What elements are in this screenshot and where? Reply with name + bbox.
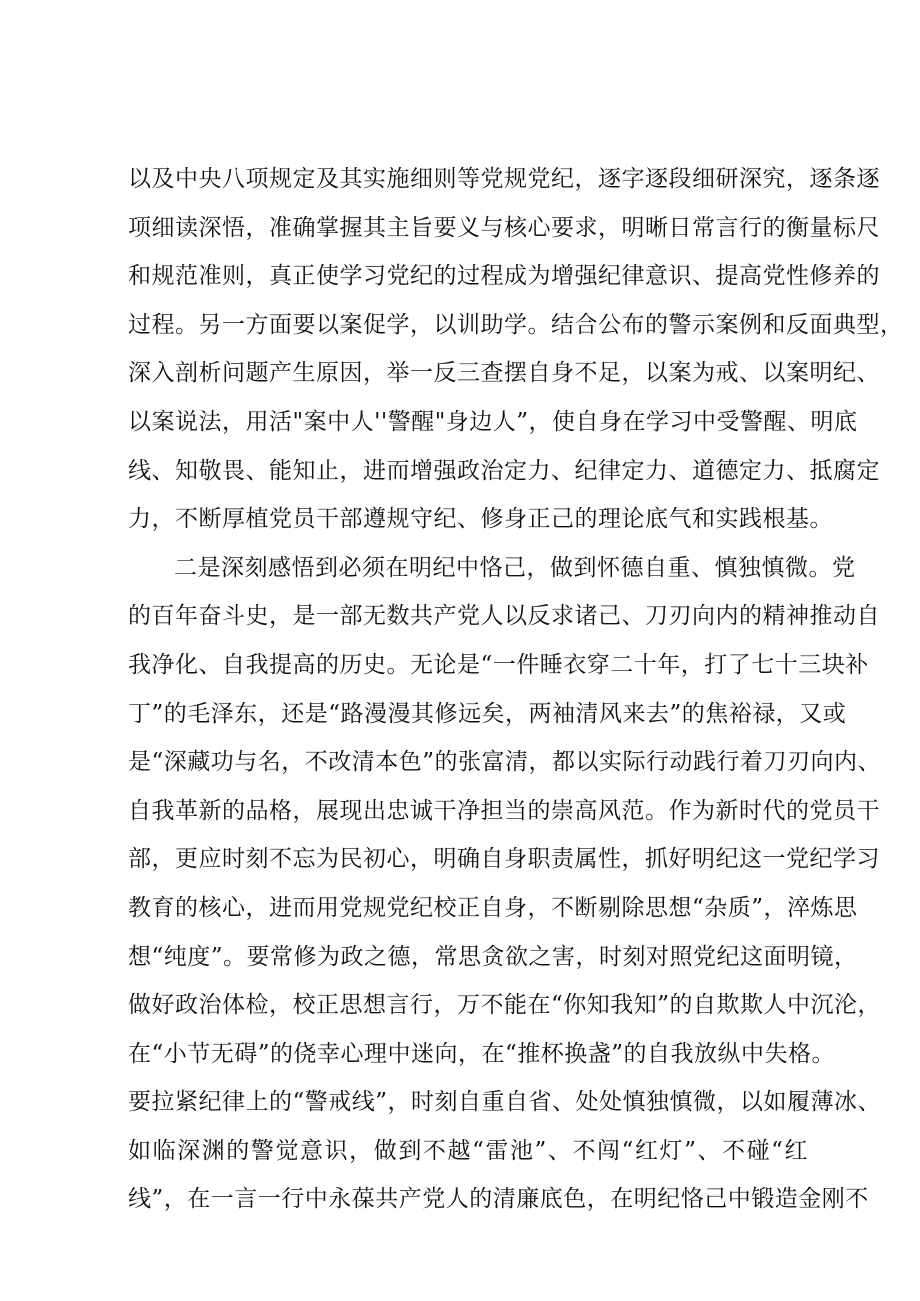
text-line: 过程。另一方面要以案促学，以训助学。结合公布的警示案例和反面典型， xyxy=(128,311,904,338)
text-line: 和规范准则，真正使学习党纪的过程成为增强纪律意识、提高党性修养的 xyxy=(128,263,880,290)
text-line: 线”，在一言一行中永葆共产党人的清廉底色，在明纪恪己中锻造金刚不 xyxy=(128,1186,869,1213)
text-line: 深入剖析问题产生原因，举一反三查摆自身不足，以案为戒、以案明纪、 xyxy=(128,360,880,387)
document-body xyxy=(128,155,904,1224)
paragraph-end-line: 力，不断厚植党员干部遵规守纪、修身正己的理论底气和实践根基。 xyxy=(128,506,833,533)
text-line: 部，更应时刻不忘为民初心，明确自身职责属性，抓好明纪这一党纪学习 xyxy=(128,846,880,873)
text-line: 在“小节无碍”的侥幸心理中迷向，在“推杯换盏”的自我放纵中失格。 xyxy=(128,1040,836,1067)
text-line: 以及中央八项规定及其实施细则等党规党纪，逐字逐段细研深究，逐条逐 xyxy=(128,166,880,192)
paragraph-start-line: 二是深刻感悟到必须在明纪中恪己，做到怀德自重、慎独慎微。党 xyxy=(174,554,856,581)
text-line: 的百年奋斗史，是一部无数共产党人以反求诸己、刀刃向内的精神推动自 xyxy=(128,603,880,630)
text-line: 自我革新的品格，展现出忠诚干净担当的崇高风范。作为新时代的党员干 xyxy=(128,797,880,824)
text-line: 项细读深悟，准确掌握其主旨要义与核心要求，明晰日常言行的衡量标尺 xyxy=(128,214,880,241)
text-line: 是“深藏功与名，不改清本色”的张富清，都以实际行动践行着刀刃向内、 xyxy=(128,749,882,776)
text-line: 做好政治体检，校正思想言行，万不能在“你知我知”的自欺欺人中沉沦， xyxy=(128,992,882,1019)
text-line: 我净化、自我提高的历史。无论是“一件睡衣穿二十年，打了七十三块补 xyxy=(128,651,869,678)
text-line: 以案说法，用活"案中人''警醒"身边人”，使自身在学习中受警醒、明底 xyxy=(128,408,858,435)
text-line: 教育的核心，进而用党规党纪校正自身，不断剔除思想“杂质”，淬炼思 xyxy=(128,894,858,921)
text-line: 丁”的毛泽东，还是“路漫漫其修远矣，两袖清风来去”的焦裕禄，又或 xyxy=(128,700,847,727)
text-line: 要拉紧纪律上的“警戒线”，时刻自重自省、处处慎独慎微，以如履薄冰、 xyxy=(128,1089,882,1116)
text-line: 线、知敬畏、能知止，进而增强政治定力、纪律定力、道德定力、抵腐定 xyxy=(128,457,880,484)
text-line: 想“纯度”。要常修为政之德，常思贪欲之害，时刻对照党纪这面明镜， xyxy=(128,943,858,970)
text-line: 如临深渊的警觉意识，做到不越“雷池”、不闯“红灯”、不碰“红 xyxy=(128,1137,808,1164)
